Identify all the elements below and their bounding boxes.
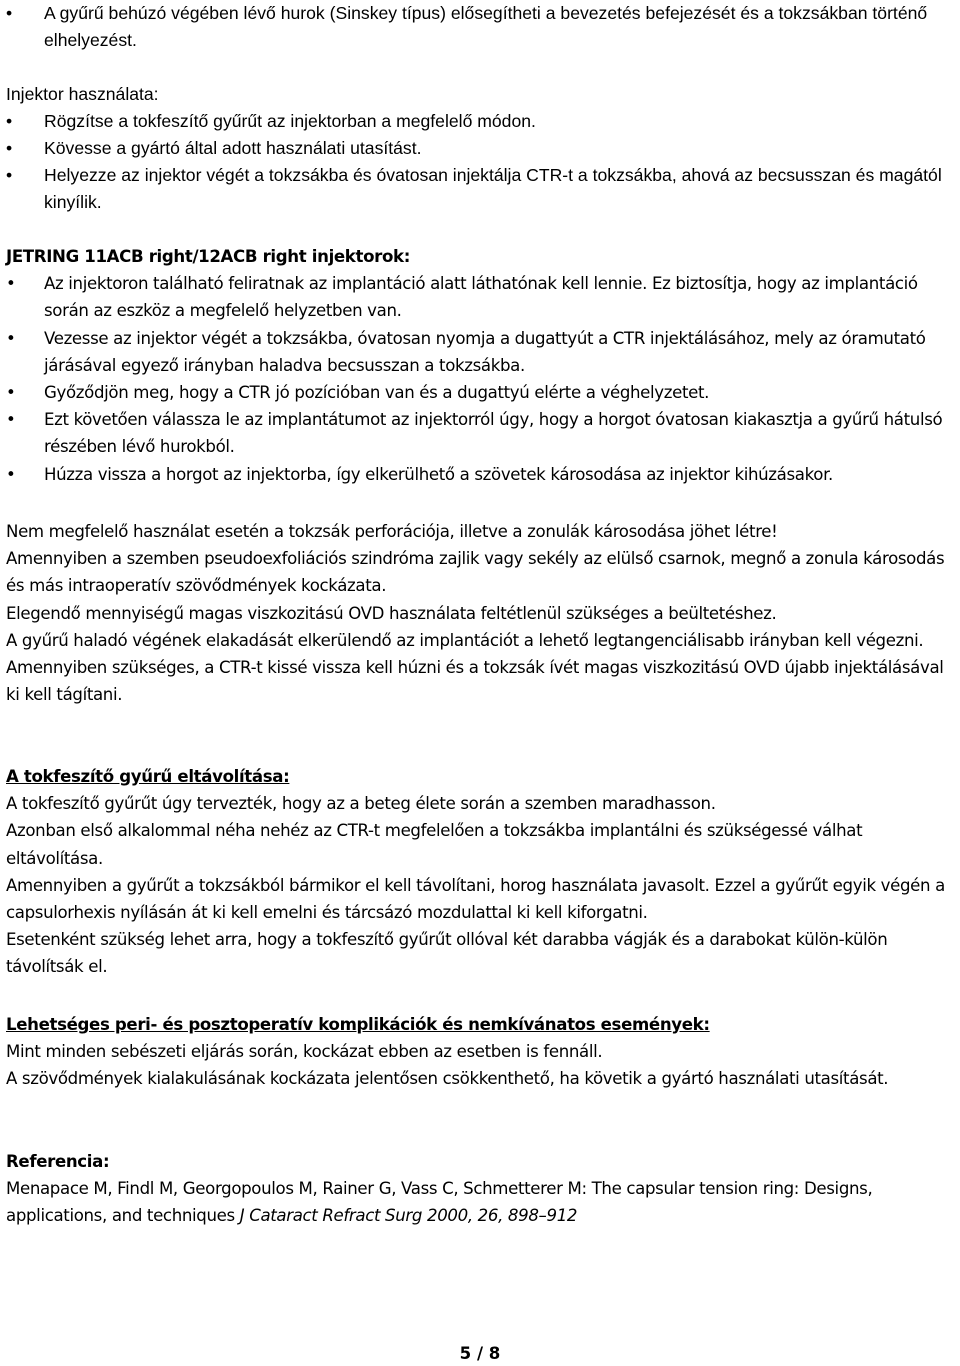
jetring-list xyxy=(6,270,954,488)
reference-journal: J Cataract Refract Surg 2000, 26, 898–912 xyxy=(239,1206,578,1226)
list-item xyxy=(6,135,954,162)
warning-paragraph: Amennyiben szükséges, a CTR-t kissé vissza kell húzni és a tokzsák ívét magas viszkozitású OVD újabb injektálásával ki kell tágítani. xyxy=(6,658,944,705)
list-item xyxy=(6,379,954,406)
list-item-text: Az injektoron található feliratnak az implantáció alatt láthatónak kell lennie. Ez biztosítja, hogy az implantáció során az eszköz a megfelelő helyzetben van. xyxy=(44,274,918,321)
jetring-heading: JETRING 11ACB right/12ACB right injektorok: xyxy=(6,247,410,266)
warnings-section xyxy=(6,518,954,708)
list-item xyxy=(6,461,954,488)
warning-paragraph: Amennyiben a szemben pseudoexfoliációs szindróma zajlik vagy sekély az elülső csarnok, megnő a zonula károsodás és más intraoperatív szövődmények kockázata. xyxy=(6,549,945,596)
removal-heading: A tokfeszítő gyűrű eltávolítása: xyxy=(6,767,290,786)
list-item-text: Ezt követően válassza le az implantátumot az injektorról úgy, hogy a horgot óvatosan kiakasztja a gyűrű hátulsó részében lévő hurokból. xyxy=(44,410,943,457)
list-item xyxy=(6,325,954,379)
bullet-glyph: • xyxy=(6,274,16,294)
list-item-text: Vezesse az injektor végét a tokzsákba, óvatosan nyomja a dugattyút a CTR injektálásához, mely az óramutató járásával egyező irányban haladva becsusszan a tokzsákba. xyxy=(44,328,926,375)
bullet-glyph: • xyxy=(6,328,16,348)
list-item xyxy=(6,270,954,324)
complications-heading: Lehetséges peri- és posztoperatív komplikációk és nemkívánatos események: xyxy=(6,1015,710,1034)
list-item-text: Helyezze az injektor végét a tokzsákba és óvatosan injektálja CTR-t a tokzsákba, ahová az becsusszan és magától kinyílik. xyxy=(44,165,942,212)
intro-bullet-text: A gyűrű behúzó végében lévő hurok (Sinskey típus) elősegítheti a bevezetés befejezését és a tokzsákban történő elhelyezést. xyxy=(44,3,928,50)
bullet-glyph: • xyxy=(6,111,13,131)
reference-text: Menapace M, Findl M, Georgopoulos M, Rainer G, Vass C, Schmetterer M: The capsular tension ring: Designs, applications, and techniques xyxy=(6,1179,873,1226)
injector-usage-heading: Injektor használata: xyxy=(6,84,159,104)
reference-heading: Referencia: xyxy=(6,1152,110,1171)
list-item xyxy=(6,406,954,460)
bullet-glyph: • xyxy=(6,138,13,158)
list-item-text: Rögzítse a tokfeszítő gyűrűt az injektorban a megfelelő módon. xyxy=(44,111,536,131)
complications-paragraph: Mint minden sebészeti eljárás során, kockázat ebben az esetben is fennáll. xyxy=(6,1042,603,1062)
removal-section xyxy=(6,763,954,981)
list-item-text: Húzza vissza a horgot az injektorba, így elkerülhető a szövetek károsodása az injektor kihúzásakor. xyxy=(44,464,833,484)
injector-usage-list xyxy=(6,108,954,216)
bullet-glyph: • xyxy=(6,3,13,23)
page-number: 5 / 8 xyxy=(459,1344,501,1363)
removal-paragraph: A tokfeszítő gyűrűt úgy tervezték, hogy az a beteg élete során a szemben maradhasson. xyxy=(6,794,716,814)
warning-paragraph: Nem megfelelő használat esetén a tokzsák perforációja, illetve a zonulák károsodása jöhet létre! xyxy=(6,522,778,541)
intro-list xyxy=(6,0,954,54)
bullet-glyph: • xyxy=(6,383,16,403)
removal-paragraph: Azonban első alkalommal néha nehéz az CTR-t megfelelően a tokzsákba implantálni és szükségessé válhat eltávolítása. xyxy=(6,821,863,868)
removal-paragraph: Amennyiben a gyűrűt a tokzsákból bármikor el kell távolítani, horog használata javasolt. Ezzel a gyűrűt egyik végén a capsulorhexis nyílásán át ki kell emelni és tárcsázó mozdulattal ki kell kiforgatni. xyxy=(6,875,945,923)
warning-paragraph: A gyűrű haladó végének elakadását elkerülendő az implantációt a lehető legtangenciálisabb irányban kell végezni. xyxy=(6,630,924,650)
bullet-glyph: • xyxy=(6,410,16,430)
jetring-section xyxy=(6,243,954,488)
bullet-glyph: • xyxy=(6,464,16,484)
removal-paragraph: Esetenként szükség lehet arra, hogy a tokfeszítő gyűrűt ollóval két darabba vágják és a darabokat külön-külön távolítsák el. xyxy=(6,930,888,977)
list-item xyxy=(6,0,954,54)
complications-section xyxy=(6,1011,954,1093)
list-item xyxy=(6,108,954,135)
reference-citation xyxy=(6,1175,954,1229)
bullet-glyph: • xyxy=(6,165,13,185)
list-item xyxy=(6,162,954,216)
list-item-text: Kövesse a gyártó által adott használati utasítást. xyxy=(44,138,422,158)
reference-section xyxy=(6,1148,954,1230)
complications-paragraph: A szövődmények kialakulásának kockázata jelentősen csökkenthető, ha követik a gyártó használati utasítását. xyxy=(6,1069,889,1089)
list-item-text: Győződjön meg, hogy a CTR jó pozícióban van és a dugattyú elérte a véghelyzetet. xyxy=(44,383,710,403)
warning-paragraph: Elegendő mennyiségű magas viszkozitású OVD használata feltétlenül szükséges a beültetéshez. xyxy=(6,603,777,623)
injector-usage-section xyxy=(6,81,954,216)
